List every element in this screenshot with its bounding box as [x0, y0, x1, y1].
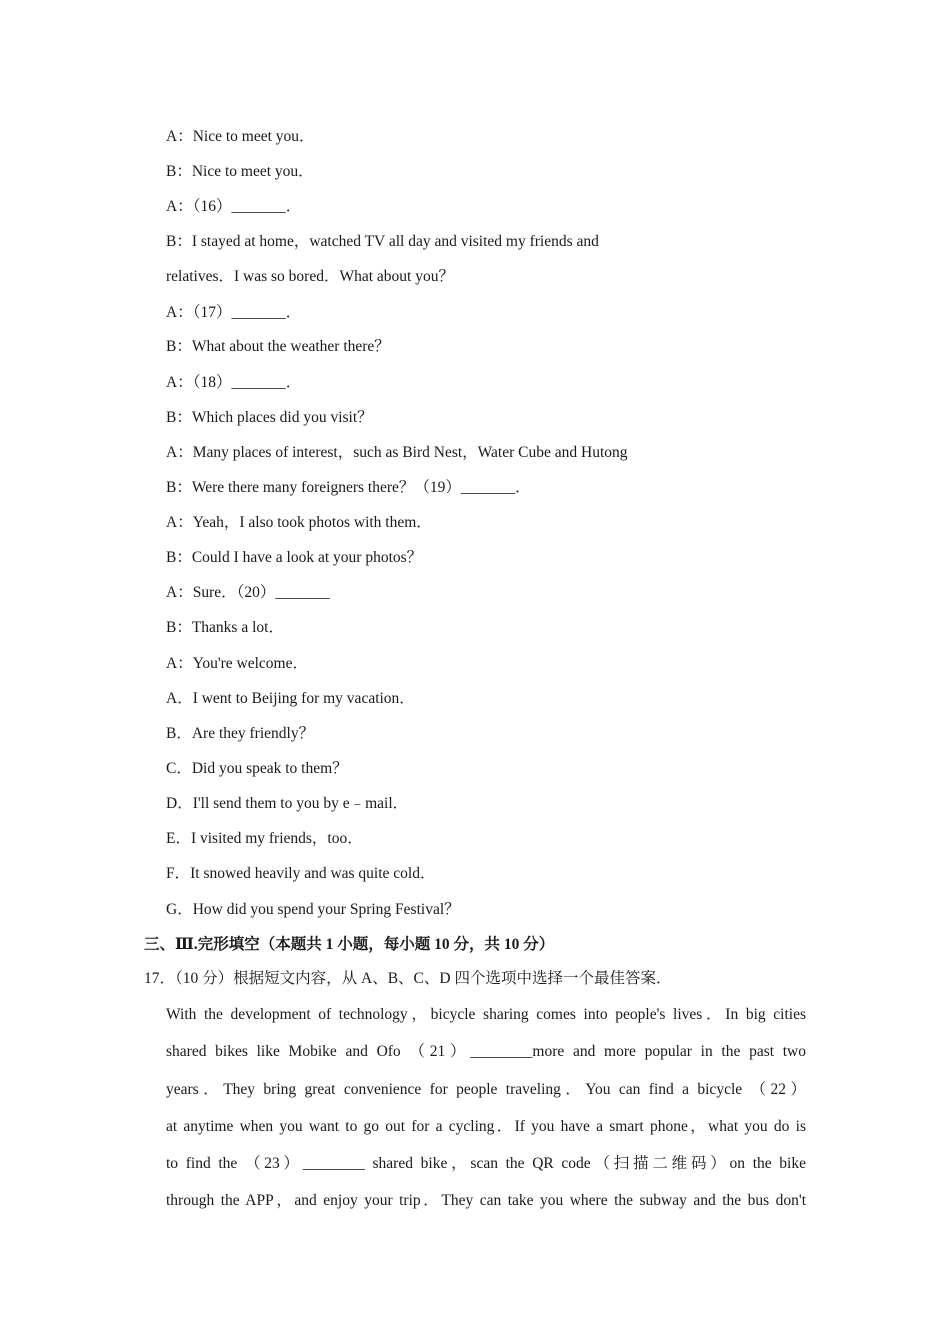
passage-line: shared bikes like Mobike and Ofo （21）________more and more popular in the past two	[166, 1043, 806, 1060]
dialogue-line: A：Nice to meet you．	[166, 128, 315, 145]
option-g: G．How did you spend your Spring Festival？	[166, 901, 460, 918]
dialogue-line: A：（16）_______．	[166, 198, 302, 215]
dialogue-line: B：Nice to meet you．	[166, 163, 314, 180]
dialogue-line: relatives．I was so bored．What about you？	[166, 268, 454, 285]
dialogue-line: A：Yeah，I also took photos with them．	[166, 514, 432, 531]
option-c: C．Did you speak to them？	[166, 760, 348, 777]
dialogue-line: A：Sure．（20）_______	[166, 584, 330, 601]
dialogue-line: B：I stayed at home，watched TV all day and visited my friends and	[166, 233, 599, 250]
passage-line: to find the （23）________ shared bike，scan the QR code（扫描二维码）on the bike	[166, 1155, 806, 1172]
passage-line: at anytime when you want to go out for a cycling．If you have a smart phone，what you do is	[166, 1118, 806, 1135]
dialogue-line: B：What about the weather there？	[166, 338, 390, 355]
option-f: F．It snowed heavily and was quite cold．	[166, 865, 436, 882]
dialogue-line: B：Could I have a look at your photos？	[166, 549, 423, 566]
question-instruction: 17．（10 分）根据短文内容，从 A、B、C、D 四个选项中选择一个最佳答案．	[144, 970, 672, 987]
dialogue-line: B：Were there many foreigners there？（19）_______．	[166, 479, 531, 496]
dialogue-line: A：You're welcome．	[166, 655, 308, 672]
dialogue-line: A：（17）_______．	[166, 304, 302, 321]
option-e: E．I visited my friends，too．	[166, 830, 363, 847]
option-d: D．I'll send them to you by e﹣mail．	[166, 795, 409, 812]
dialogue-line: A：Many places of interest，such as Bird Nest，Water Cube and Hutong	[166, 444, 628, 461]
passage-line: With the development of technology，bicycle sharing comes into people's lives．In big cities	[166, 1006, 806, 1023]
option-b: B．Are they friendly？	[166, 725, 315, 742]
dialogue-line: A：（18）_______．	[166, 374, 302, 391]
option-a: A．I went to Beijing for my vacation．	[166, 690, 415, 707]
passage-line: years．They bring great convenience for people traveling．You can find a bicycle （22）	[166, 1081, 806, 1098]
dialogue-line: B：Thanks a lot．	[166, 619, 284, 636]
dialogue-line: B：Which places did you visit？	[166, 409, 373, 426]
passage-line: through the APP，and enjoy your trip．They can take you where the subway and the bus don't	[166, 1192, 806, 1209]
section-heading: 三、Ⅲ.完形填空（本题共 1 小题，每小题 10 分，共 10 分）	[144, 936, 555, 953]
